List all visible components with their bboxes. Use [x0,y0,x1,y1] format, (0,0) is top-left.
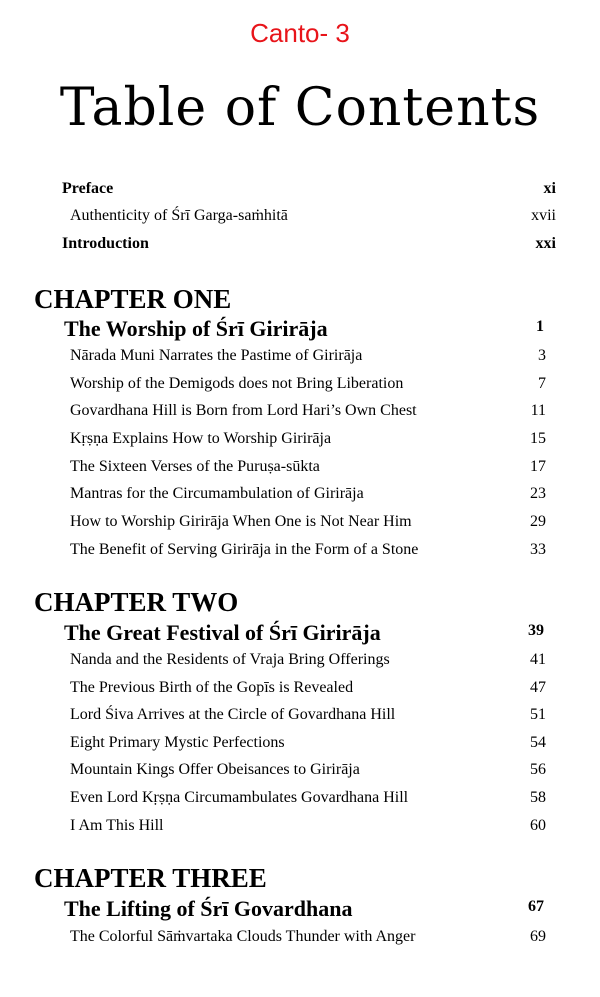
toc-entry [70,541,546,565]
entry-page: 60 [530,817,546,834]
toc-entry [70,761,546,785]
entry-page: 58 [530,789,546,806]
entry-page: 23 [530,485,546,502]
entry-label: The Previous Birth of the Gopīs is Revealed [70,679,354,696]
toc-entry [70,679,546,703]
page-title: Table of Contents [59,78,541,138]
entry-label: Nārada Muni Narrates the Pastime of Girirāja [70,347,363,364]
chapter-page: 39 [528,622,544,639]
chapter-title [64,896,544,926]
entry-label: The Benefit of Serving Girirāja in the Form of a Stone [70,541,419,558]
entry-label: Preface [62,180,114,197]
chapter-title [64,620,544,650]
toc-entry [70,928,546,952]
entry-label: Lord Śiva Arrives at the Circle of Govardhana Hill [70,706,396,723]
entry-label: Authenticity of Śrī Garga-saṁhitā [70,207,288,224]
entry-page: 54 [530,734,546,751]
chapter-title-label: The Lifting of Śrī Govardhana [64,896,353,921]
entry-page: xvii [531,207,556,224]
entry-label: Eight Primary Mystic Perfections [70,734,285,751]
toc-entry [70,513,546,537]
chapter-heading: CHAPTER THREE [34,863,267,893]
entry-label: Govardhana Hill is Born from Lord Hari’s Own Chest [70,402,417,419]
entry-label: The Sixteen Verses of the Puruṣa-sūkta [70,458,320,475]
toc-entry-authenticity [62,207,556,231]
entry-page: 15 [530,430,546,447]
toc-entry-introduction [62,235,556,259]
chapter-heading: CHAPTER ONE [34,284,232,314]
entry-page: 11 [530,402,546,419]
entry-page: 3 [538,347,546,364]
toc-entry [70,347,546,371]
canto-label: Canto- 3 [250,18,350,48]
entry-page: 29 [530,513,546,530]
entry-page: 51 [530,706,546,723]
toc-entry [70,651,546,675]
entry-label: Introduction [62,235,149,252]
chapter-title-label: The Worship of Śrī Girirāja [64,316,328,341]
entry-page: xi [543,180,556,197]
entry-page: 69 [530,928,546,945]
entry-page: 33 [530,541,546,558]
toc-entry [70,734,546,758]
entry-page: 47 [530,679,546,696]
toc-entry-preface [62,180,556,204]
toc-entry [70,706,546,730]
entry-page: 56 [530,761,546,778]
entry-label: I Am This Hill [70,817,164,834]
toc-entry [70,817,546,841]
toc-entry [70,375,546,399]
entry-label: The Colorful Sāṁvartaka Clouds Thunder with Anger [70,928,416,945]
entry-label: Worship of the Demigods does not Bring Liberation [70,375,404,392]
chapter-page: 1 [536,318,544,335]
toc-entry [70,458,546,482]
toc-entry [70,430,546,454]
entry-label: Mountain Kings Offer Obeisances to Girirāja [70,761,360,778]
entry-label: Kṛṣṇa Explains How to Worship Girirāja [70,430,332,447]
entry-page: 41 [530,651,546,668]
chapter-title [64,316,544,346]
toc-entry [70,485,546,509]
chapter-title-label: The Great Festival of Śrī Girirāja [64,620,381,645]
entry-label: Even Lord Kṛṣṇa Circumambulates Govardhana Hill [70,789,409,806]
entry-label: How to Worship Girirāja When One is Not Near Him [70,513,412,530]
entry-label: Mantras for the Circumambulation of Girirāja [70,485,364,502]
entry-label: Nanda and the Residents of Vraja Bring Offerings [70,651,390,668]
chapter-heading: CHAPTER TWO [34,587,239,617]
chapter-page: 67 [528,898,544,915]
toc-entry [70,789,546,813]
entry-page: 17 [530,458,546,475]
toc-entry [70,402,546,426]
entry-page: 7 [538,375,546,392]
entry-page: xxi [535,235,556,252]
